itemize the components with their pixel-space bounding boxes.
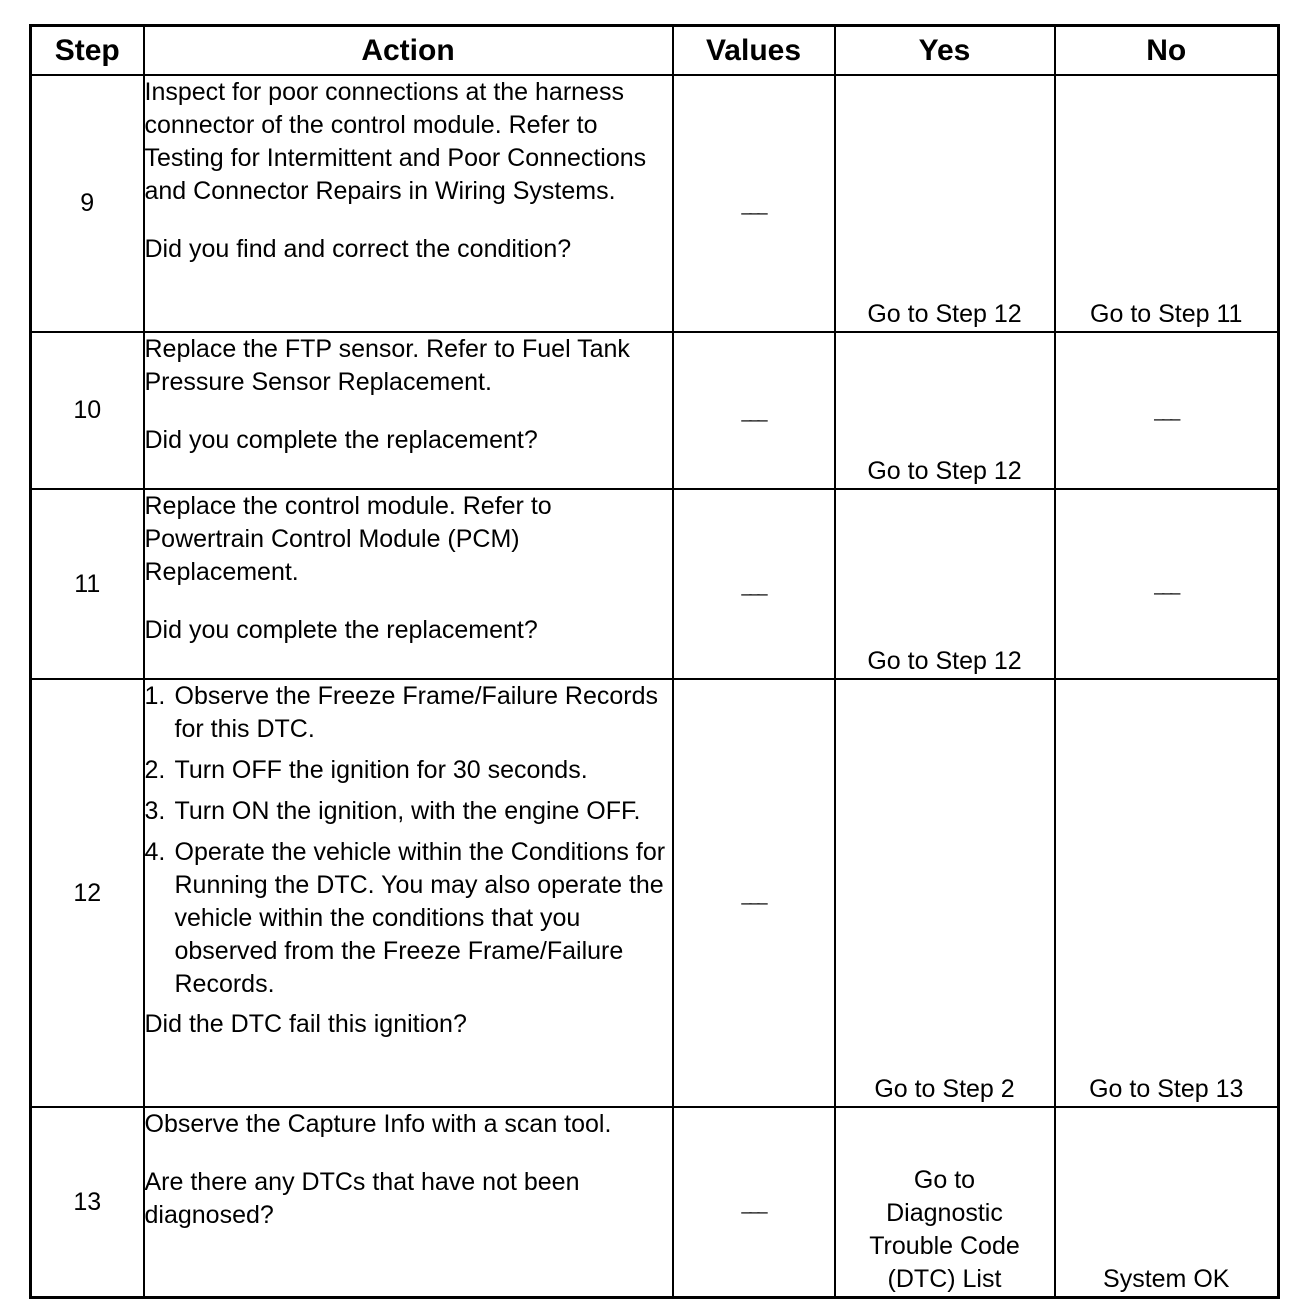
no-cell [1055, 489, 1279, 679]
procedure-item [145, 795, 672, 828]
action-cell [144, 489, 673, 679]
header-no: No [1055, 26, 1279, 76]
values-cell [673, 679, 835, 1107]
action-cell [144, 75, 673, 332]
yes-cell: Go to Step 12 [835, 489, 1055, 679]
action-text: Observe the Capture Info with a scan tool. [144, 1110, 612, 1139]
action-question: Did you find and correct the condition? [144, 235, 572, 263]
action-cell [144, 1107, 673, 1297]
action-cell [144, 679, 673, 1107]
no-cell: Go to Step 11 [1055, 75, 1279, 332]
action-question: Did you complete the replacement? [144, 616, 538, 645]
table-row [31, 75, 1279, 332]
item-number: 4. [144, 838, 166, 867]
step-number: 13 [31, 1107, 144, 1297]
item-number: 1. [144, 682, 166, 711]
yes-cell: Go to Step 12 [835, 332, 1055, 489]
header-action: Action [144, 26, 673, 76]
yes-cell: Go to Step 12 [835, 75, 1055, 332]
values-dash: ___ [741, 402, 766, 423]
values-cell [673, 489, 835, 679]
header-yes: Yes [835, 26, 1055, 76]
table-row [31, 679, 1279, 1107]
item-number: 3. [144, 797, 166, 826]
values-dash: ___ [741, 575, 766, 596]
yes-cell: Go to Step 2 [835, 679, 1055, 1107]
item-text: Turn OFF the ignition for 30 seconds. [174, 756, 588, 785]
action-cell [144, 332, 673, 489]
action-text: Replace the FTP sensor. Refer to Fuel Tank Pressure Sensor Replacement. [144, 335, 630, 397]
item-text: Observe the Freeze Frame/Failure Records for this DTC. [174, 682, 659, 744]
values-dash: ___ [741, 195, 766, 216]
header-row [31, 26, 1279, 76]
step-number: 12 [31, 679, 144, 1107]
header-step: Step [31, 26, 144, 76]
action-question: Did you complete the replacement? [144, 426, 538, 455]
action-text: Inspect for poor connections at the harness connector of the control module. Refer to Testing for Intermittent and Poor Connections and Connector Repairs in Wiring Systems. [144, 78, 647, 205]
header-values: Values [673, 26, 835, 76]
no-cell: System OK [1055, 1107, 1279, 1297]
diagnostic-table [29, 24, 1280, 1299]
action-question: Are there any DTCs that have not been diagnosed? [144, 1168, 580, 1230]
table-row [31, 489, 1279, 679]
item-number: 2. [144, 756, 166, 785]
no-dash: ___ [1154, 574, 1179, 595]
procedure-list [145, 680, 672, 1001]
values-cell [673, 332, 835, 489]
values-cell [673, 1107, 835, 1297]
procedure-item [145, 680, 672, 746]
procedure-item [145, 836, 672, 1001]
values-dash: ___ [741, 884, 766, 905]
no-cell [1055, 332, 1279, 489]
step-number: 10 [31, 332, 144, 489]
yes-cell: Go to Diagnostic Trouble Code (DTC) List [835, 1107, 1055, 1297]
table-row [31, 1107, 1279, 1297]
no-cell: Go to Step 13 [1055, 679, 1279, 1107]
item-text: Operate the vehicle within the Conditions for Running the DTC. You may also operate the vehicle within the conditions that you observed from the Freeze Frame/Failure Records. [174, 838, 666, 999]
no-dash: ___ [1154, 401, 1179, 422]
values-cell [673, 75, 835, 332]
action-text: Replace the control module. Refer to Powertrain Control Module (PCM) Replacement. [144, 492, 552, 587]
procedure-item [145, 754, 672, 787]
step-number: 11 [31, 489, 144, 679]
values-dash: ___ [741, 1193, 766, 1214]
action-question: Did the DTC fail this ignition? [144, 1010, 467, 1039]
step-number: 9 [31, 75, 144, 332]
item-text: Turn ON the ignition, with the engine OFF. [174, 797, 641, 826]
table-row [31, 332, 1279, 489]
